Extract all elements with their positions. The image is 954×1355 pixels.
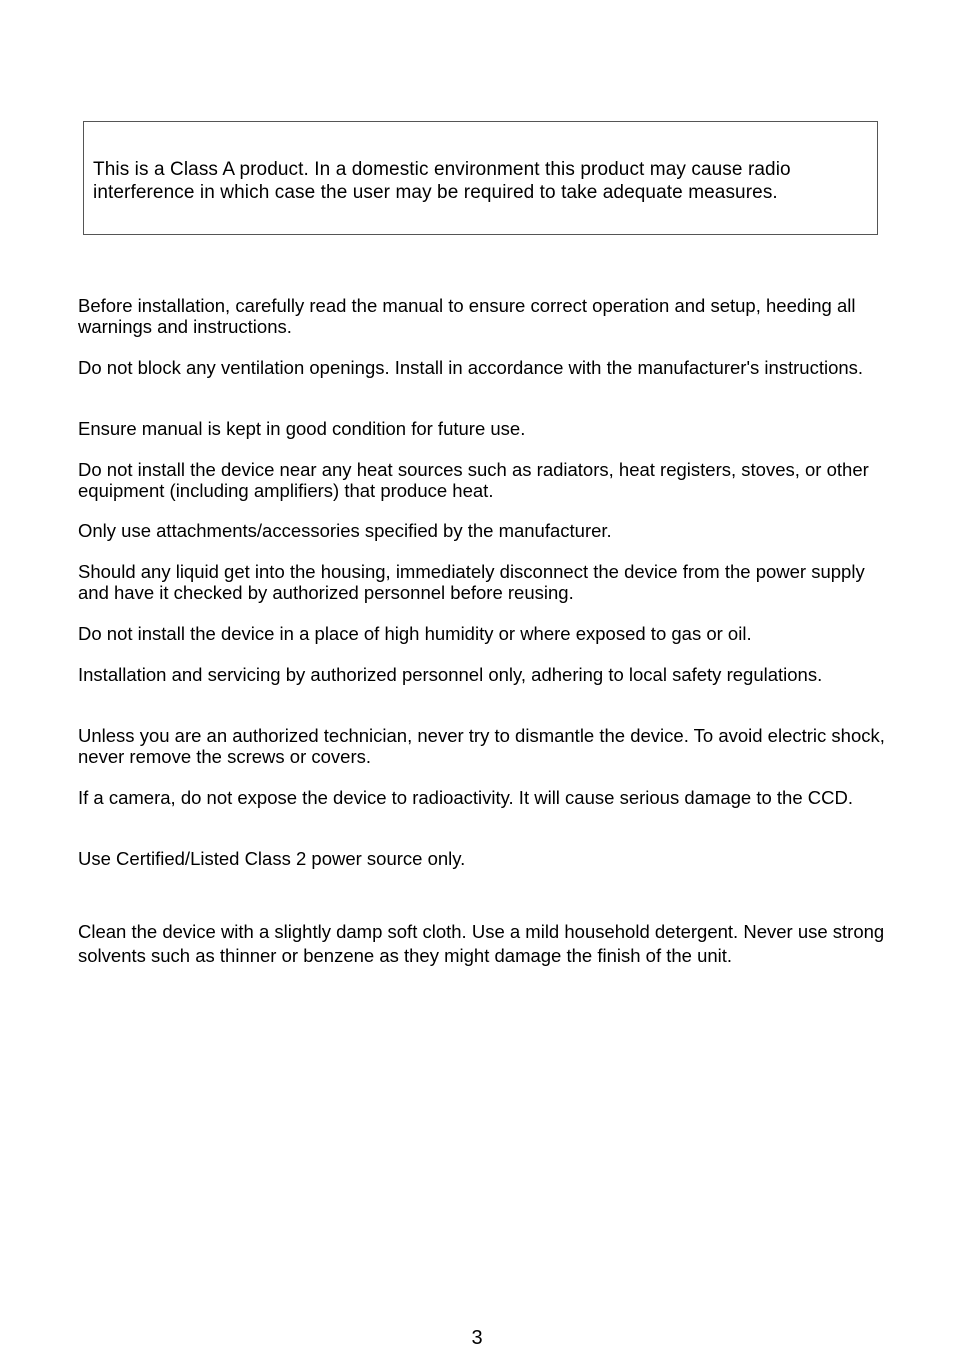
page-number: 3	[471, 1327, 483, 1349]
safety-paragraph-heat: Do not install the device near any heat sources such as radiators, heat registers, stoves, or other equipment (including amplifiers) that produce heat.	[78, 459, 869, 501]
class-a-notice-text: This is a Class A product. In a domestic environment this product may cause radio interference in which case the user may be required to take adequate measures.	[93, 159, 791, 203]
class-a-notice-box	[83, 121, 878, 235]
safety-paragraph-accessories: Only use attachments/accessories specified by the manufacturer.	[78, 520, 612, 541]
safety-paragraph-dismantle: Unless you are an authorized technician, never try to dismantle the device. To avoid electric shock, never remove the screws or covers.	[78, 725, 885, 767]
safety-paragraph-installation: Before installation, carefully read the manual to ensure correct operation and setup, heeding all warnings and instructions.	[78, 295, 856, 337]
safety-paragraph-humidity: Do not install the device in a place of high humidity or where exposed to gas or oil.	[78, 623, 752, 644]
safety-paragraph-power-source: Use Certified/Listed Class 2 power source only.	[78, 848, 466, 869]
safety-paragraph-servicing: Installation and servicing by authorized personnel only, adhering to local safety regulations.	[78, 664, 823, 685]
cleaning-paragraph: Clean the device with a slightly damp soft cloth. Use a mild household detergent. Never use strong solvents such as thinner or benzene as they might damage the finish of the unit.	[78, 921, 885, 966]
safety-paragraph-ventilation: Do not block any ventilation openings. Install in accordance with the manufacturer's instructions.	[78, 357, 864, 378]
safety-paragraph-radioactivity: If a camera, do not expose the device to radioactivity. It will cause serious damage to the CCD.	[78, 787, 853, 808]
safety-paragraph-manual: Ensure manual is kept in good condition for future use.	[78, 418, 526, 439]
safety-paragraph-liquid: Should any liquid get into the housing, immediately disconnect the device from the power supply and have it checked by authorized personnel before reusing.	[78, 561, 865, 603]
